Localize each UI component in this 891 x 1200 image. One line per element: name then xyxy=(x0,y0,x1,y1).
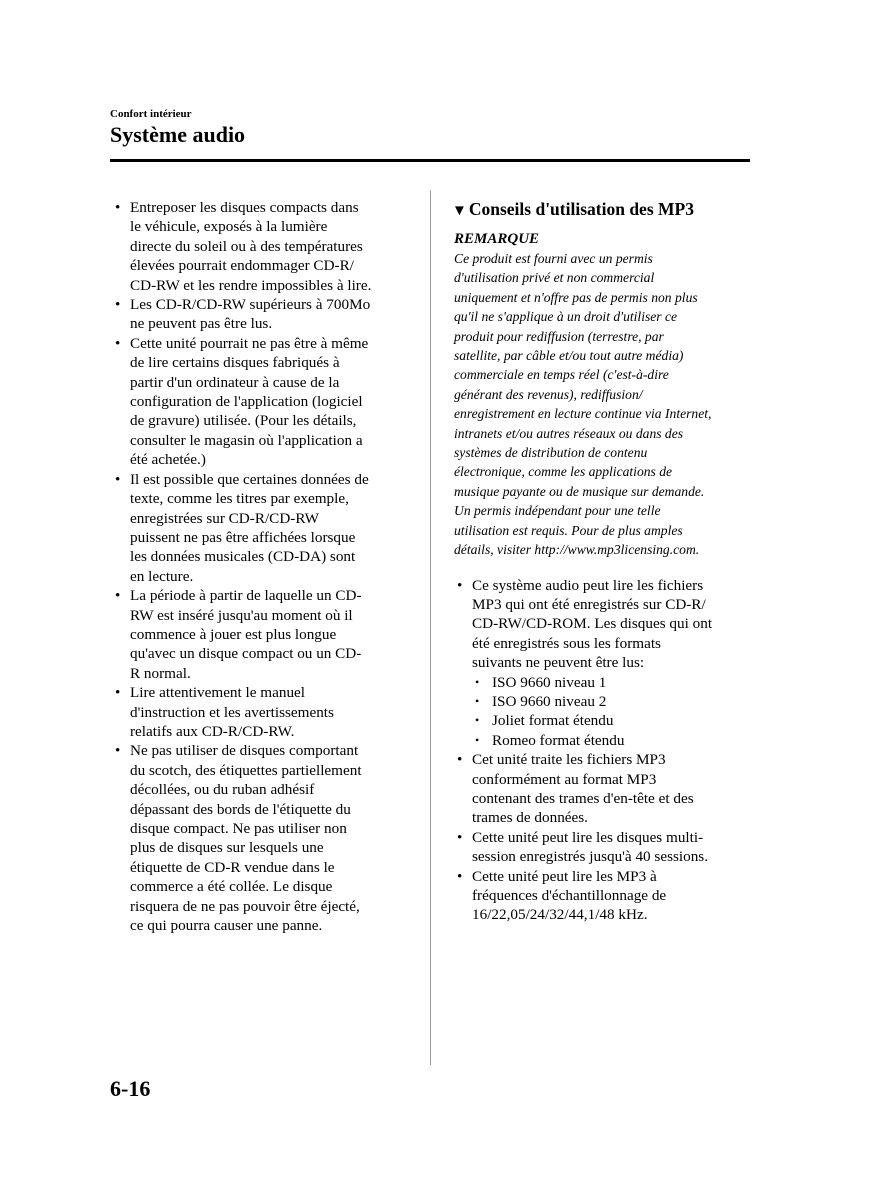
text-line: le véhicule, exposés à la lumière xyxy=(130,218,328,236)
text-line: • Entreposer les disques compacts dans xyxy=(130,199,359,216)
text-line: ne peuvent pas être lus. xyxy=(130,315,273,333)
text-line: trames de données. xyxy=(472,809,588,827)
mp3-tips-heading xyxy=(452,198,754,222)
text-line: • Cette unité peut lire les MP3 à xyxy=(472,867,657,885)
text-line: session enregistrés jusqu'à 40 sessions. xyxy=(472,848,709,866)
text-line: étiquette de CD-R vendue dans le xyxy=(130,858,335,876)
text-line: RW est inséré jusqu'au moment où il xyxy=(130,606,353,624)
note-body xyxy=(454,249,754,560)
text-line: commerciale en temps réel (c'est-à-dire xyxy=(454,367,669,383)
text-line: CD-RW/CD-ROM. Les disques qui ont xyxy=(472,615,713,633)
text-line: • Il est possible que certaines données de xyxy=(130,470,369,488)
list-item xyxy=(112,198,412,295)
text-line: les données musicales (CD-DA) sont xyxy=(130,548,356,566)
list-item xyxy=(112,586,412,683)
note-title: REMARQUE xyxy=(454,231,540,247)
text-line: générant des revenus), rediffusion/ xyxy=(454,386,643,402)
text-line: • Cet unité traite les fichiers MP3 xyxy=(472,751,666,769)
triangle-down-icon: ▼ xyxy=(452,203,467,219)
text-line: CD-RW et les rendre impossibles à lire. xyxy=(130,276,372,294)
text-line: • Lire attentivement le manuel xyxy=(130,684,306,702)
text-line: électronique, comme les applications de xyxy=(454,464,673,480)
text-line: d'utilisation privé et non commercial xyxy=(454,270,655,286)
text-line: suivants ne peuvent être lus: xyxy=(472,654,645,672)
format-item: • Joliet format étendu xyxy=(472,711,754,730)
section-label: Confort intérieur xyxy=(110,108,192,120)
text-line: décollées, ou du ruban adhésif xyxy=(130,781,315,799)
text-line: en lecture. xyxy=(130,567,194,585)
text-line: qu'il ne s'applique à un droit d'utiliser ce xyxy=(454,309,678,325)
list-item xyxy=(112,334,412,470)
text-line: R normal. xyxy=(130,664,191,682)
right-bullet-list-continued xyxy=(454,750,754,925)
text-line: enregistrement en lecture continue via Internet, xyxy=(454,406,712,422)
text-line: intranets et/ou autres réseaux ou dans des xyxy=(454,425,684,441)
text-line: conformément au format MP3 xyxy=(472,770,657,788)
text-line: 16/22,05/24/32/44,1/48 kHz. xyxy=(472,906,648,924)
right-bullet-list xyxy=(454,576,754,751)
mp3-tips-heading-text: Conseils d'utilisation des MP3 xyxy=(468,199,694,219)
text-line: Un permis indépendant pour une telle xyxy=(454,503,661,519)
text-line: de gravure) utilisée. (Pour les détails, xyxy=(130,412,357,430)
page-number: 6-16 xyxy=(110,1076,151,1101)
text-line: configuration de l'application (logiciel xyxy=(130,393,363,411)
text-line: contenant des trames d'en-tête et des xyxy=(472,789,694,807)
text-line: du scotch, des étiquettes partiellement xyxy=(130,761,362,779)
list-item xyxy=(112,683,412,741)
column-divider xyxy=(430,190,431,1065)
text-line: Ce produit est fourni avec un permis xyxy=(454,251,653,266)
text-line: commence à jouer est plus longue xyxy=(130,625,337,643)
text-line: uniquement et n'offre pas de permis non plus xyxy=(454,289,698,305)
text-line: • Ne pas utiliser de disques comportant xyxy=(130,742,359,760)
right-column xyxy=(454,198,754,925)
text-line: risquera de ne pas pouvoir être éjecté, xyxy=(130,897,360,915)
format-list xyxy=(472,673,754,751)
text-line: élevées pourrait endommager CD-R/ xyxy=(130,257,354,275)
text-line: puissent ne pas être affichées lorsque xyxy=(130,528,356,546)
left-column xyxy=(112,198,412,935)
text-line: texte, comme les titres par exemple, xyxy=(130,490,349,508)
list-item xyxy=(112,295,412,334)
bullet-text xyxy=(472,576,754,673)
text-line: utilisation est requis. Pour de plus amples xyxy=(454,522,683,538)
text-line: • La période à partir de laquelle un CD- xyxy=(130,587,362,605)
list-item xyxy=(112,470,412,586)
text-line: satellite, par câble et/ou tout autre média) xyxy=(454,348,684,364)
text-line: disque compact. Ne pas utiliser non xyxy=(130,820,347,837)
text-line: • Les CD-R/CD-RW supérieurs à 700Mo xyxy=(130,296,371,314)
format-item: • ISO 9660 niveau 2 xyxy=(472,692,754,711)
page-title: Système audio xyxy=(110,122,246,147)
text-line: directe du soleil ou à des températures xyxy=(130,237,363,255)
list-item xyxy=(112,741,412,935)
text-line: fréquences d'échantillonnage de xyxy=(472,887,667,904)
text-line: • Cette unité peut lire les disques multi- xyxy=(472,828,704,846)
text-line: commerce a été collée. Le disque xyxy=(130,878,333,896)
header-rule xyxy=(110,159,750,162)
list-item xyxy=(454,828,754,867)
format-item: • Romeo format étendu xyxy=(472,731,754,750)
text-line: produit pour rediffusion (terrestre, par xyxy=(454,328,664,344)
text-line: • Cette unité pourrait ne pas être à même xyxy=(130,334,369,352)
text-line: de lire certains disques fabriqués à xyxy=(130,354,340,372)
text-line: d'instruction et les avertissements xyxy=(130,703,334,721)
text-line: partir d'un ordinateur à cause de la xyxy=(130,373,340,391)
list-item xyxy=(454,576,754,751)
text-line: été achetée.) xyxy=(130,451,206,469)
left-bullet-list xyxy=(112,198,412,935)
text-line: musique payante ou de musique sur demande. xyxy=(454,483,705,499)
text-line: plus de disques sur lesquels une xyxy=(130,839,324,857)
text-line: qu'avec un disque compact ou un CD- xyxy=(130,645,362,663)
list-item xyxy=(454,750,754,828)
text-line: enregistrées sur CD-R/CD-RW xyxy=(130,509,319,527)
text-line: consulter le magasin où l'application a xyxy=(130,431,363,449)
text-line: détails, visiter http://www.mp3licensing.com. xyxy=(454,542,700,558)
text-line: ce qui pourra causer une panne. xyxy=(130,917,323,935)
text-line: été enregistrés sous les formats xyxy=(472,634,661,652)
format-item: • ISO 9660 niveau 1 xyxy=(472,673,754,692)
text-line: MP3 qui ont été enregistrés sur CD-R/ xyxy=(472,595,706,613)
text-line: dépassant des bords de l'étiquette du xyxy=(130,800,351,818)
text-line: • Ce système audio peut lire les fichiers xyxy=(472,576,704,594)
list-item xyxy=(454,867,754,925)
text-line: relatifs aux CD-R/CD-RW. xyxy=(130,722,295,740)
text-line: systèmes de distribution de contenu xyxy=(454,445,648,461)
